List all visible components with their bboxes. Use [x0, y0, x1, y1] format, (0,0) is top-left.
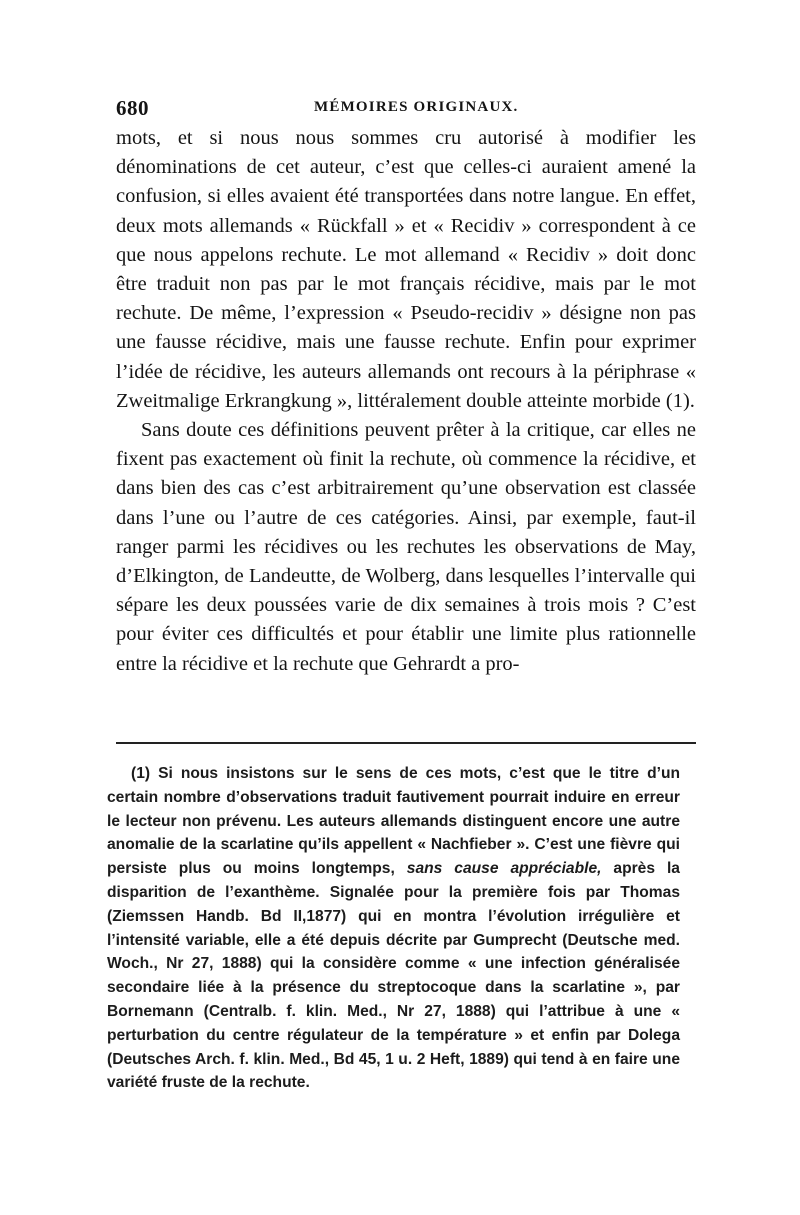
page-number: 680 [116, 96, 149, 120]
paragraph: mots, et si nous nous sommes cru autorisé à modifier les dénominations de cet auteur, c’est que celles-ci auraient amené la confusion, si elles avaient été transportées dans notre langue. En effet, deux mots allemands « Rückfall » et « Recidiv » correspondent à ce que nous appelons rechute. Le mot allemand « Recidiv » doit donc être traduit non pas par le mot français récidive, mais par le mot rechute. De même, l’expression « Pseudo-recidiv » désigne non pas une fausse récidive, mais une fausse rechute. Enfin pour exprimer l’idée de récidive, les auteurs allemands ont recours à la périphrase « Zweitmalige Erkrangkung », littéralement double atteinte morbide (1). [116, 127, 696, 412]
running-header [116, 96, 696, 122]
paragraph: Sans doute ces définitions peuvent prêter à la critique, car elles ne fixent pas exactement où finit la rechute, où commence la récidive, et dans bien des cas c’est arbitrairement qu’une observation est classée dans l’une ou l’autre de ces catégories. Ainsi, par exemple, faut-il ranger parmi les récidives ou les rechutes les observations de May, d’Elkington, de Landeutte, de Wolberg, dans lesquelles l’intervalle qui sépare les deux poussées varie de dix semaines à trois mois ? C’est pour éviter ces difficultés et pour établir une limite plus rationnelle entre la récidive et la rechute que Gehrardt a pro- [116, 419, 696, 675]
footnote-text-part-1: (1) Si nous insistons sur le sens de ces mots, c’est que le titre d’un certain nombre d’observations traduit fautivement pourrait induire en erreur le lecteur non prévenu. Les auteurs allemands distinguent encore une autre anomalie de la scarlatine qu’ils appellent « Nachfieber ». C’est une fièvre qui persiste plus ou moins longtemps, [107, 765, 680, 878]
main-text [116, 124, 696, 679]
footnote-paragraph [107, 762, 680, 1095]
footnote [107, 762, 680, 1095]
running-title: MÉMOIRES ORIGINAUX. [314, 99, 519, 115]
footnote-divider [116, 742, 696, 744]
footnote-text-part-2: après la disparition de l’exanthème. Signalée pour la première fois par Thomas (Ziemssen Handb. Bd II,1877) qui en montra l’évolution irrégulière et l’intensité variable, elle a été depuis décrite par Gumprecht (Deutsche med. Woch., Nr 27, 1888) qui la considère comme « une infection généralisée secondaire liée à la présence du streptocoque dans la scarlatine », par Bornemann (Centralb. f. klin. Med., Nr 27, 1888) qui l’attribue à une « perturbation du centre régulateur de la température » et enfin par Dolega (Deutsches Arch. f. klin. Med., Bd 45, 1 u. 2 Heft, 1889) qui tend à en faire une variété fruste de la rechute. [107, 860, 680, 1092]
footnote-italic-phrase: sans cause appréciable, [406, 860, 602, 878]
